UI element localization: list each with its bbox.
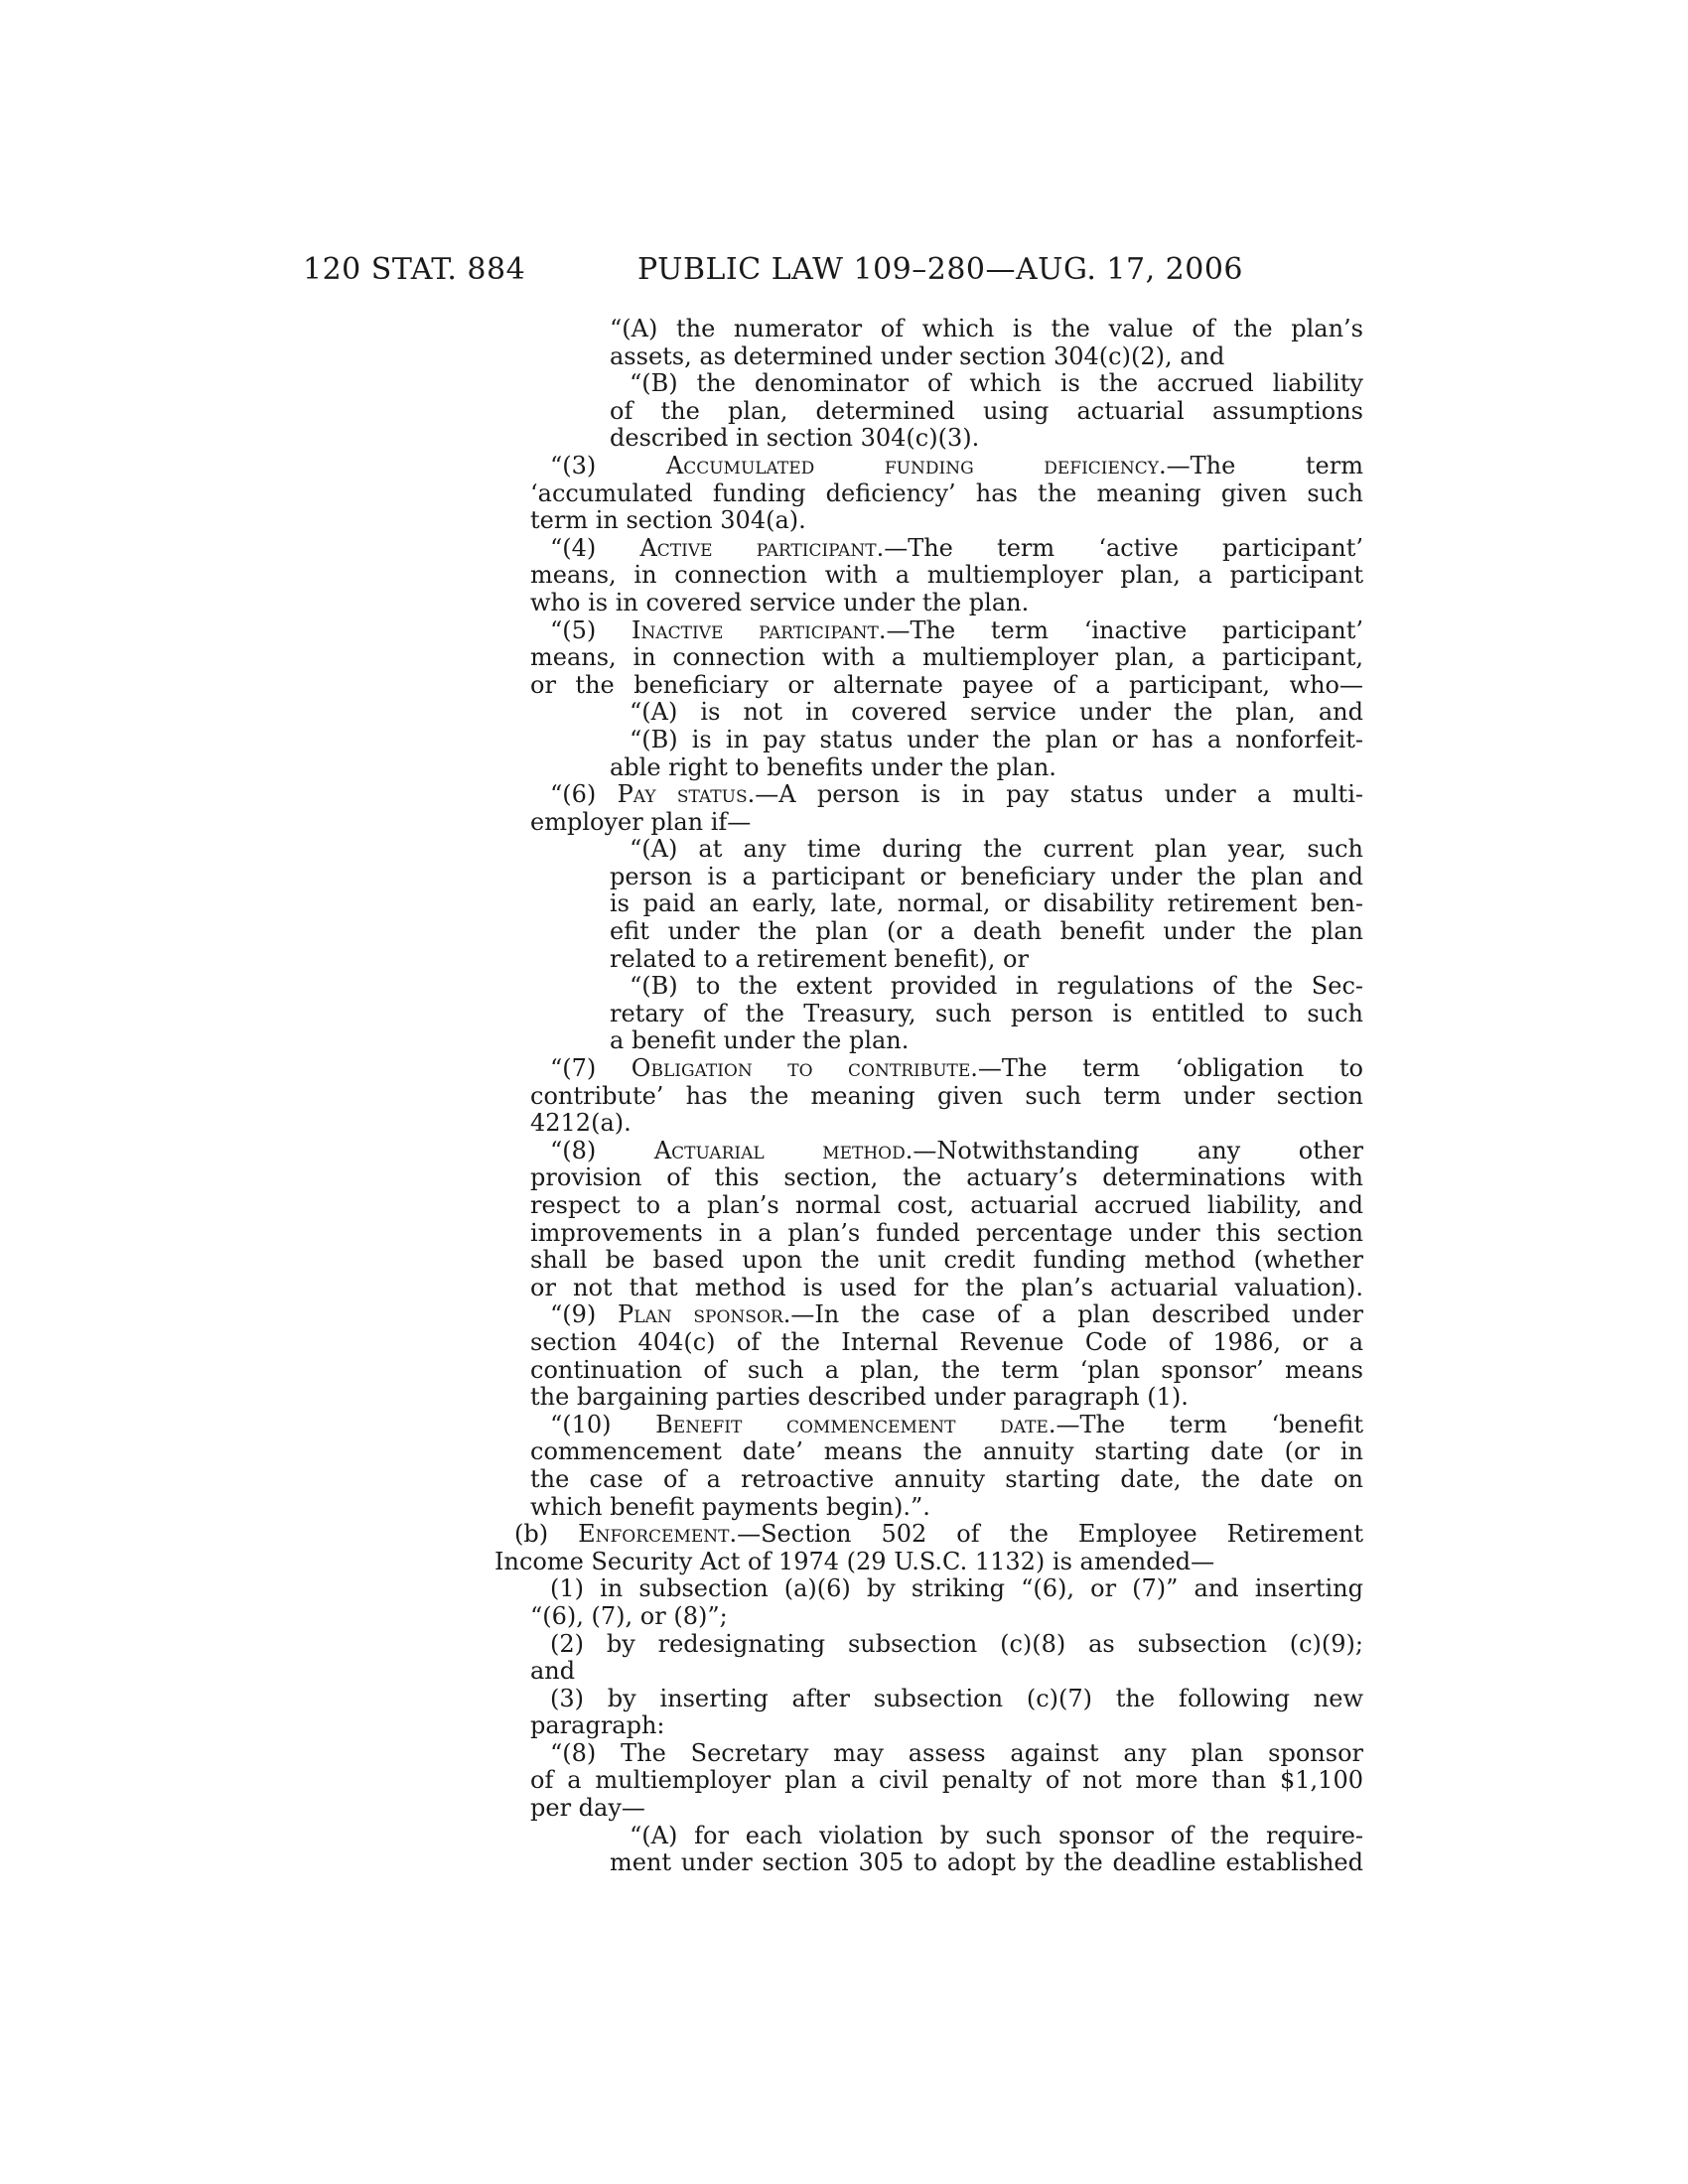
text-fragment: “(B) to the extent provided in regulations of the Sec- (630, 972, 1363, 1001)
text-line (494, 1494, 1363, 1522)
text-line (494, 1220, 1363, 1248)
page-header (0, 252, 1688, 288)
text-fragment: “(8) The Secretary may assess against any plan sponsor (550, 1738, 1363, 1767)
text-line (494, 672, 1363, 700)
text-fragment: means, in connection with a multiemployer plan, a participant (530, 561, 1363, 590)
text-line (494, 781, 1363, 809)
text-fragment: who is in covered service under the plan. (530, 588, 1030, 616)
text-line (494, 1357, 1363, 1385)
text-line (494, 946, 1363, 974)
section-heading: Inactive participant (631, 615, 879, 644)
text-fragment: assets, as determined under section 304(c)(2), and (610, 341, 1225, 370)
statute-body (494, 316, 1363, 1877)
text-fragment: and (530, 1657, 576, 1686)
text-line (494, 398, 1363, 426)
text-line (494, 864, 1363, 891)
text-line (494, 1192, 1363, 1220)
text-fragment: provision of this section, the actuary’s determinations with (530, 1163, 1363, 1192)
text-fragment: commencement date’ means the annuity starting date (or in (530, 1437, 1363, 1466)
text-fragment: .—A person is in pay status under a multi- (747, 780, 1363, 809)
text-fragment: “(A) for each violation by such sponsor of the require- (630, 1821, 1363, 1849)
text-fragment: “(B) the denominator of which is the accrued liability (630, 369, 1363, 398)
text-line (494, 918, 1363, 946)
text-line (494, 562, 1363, 590)
text-line (494, 343, 1363, 371)
text-fragment: the case of a retroactive annuity starting date, the date on (530, 1464, 1363, 1493)
text-fragment: shall be based upon the unit credit funding method (whether (530, 1246, 1363, 1275)
text-fragment: “(5) (550, 615, 632, 644)
text-fragment: continuation of such a plan, the term ‘plan sponsor’ means (530, 1355, 1363, 1384)
section-heading: Enforcement (578, 1520, 730, 1549)
text-fragment: means, in connection with a multiemployer plan, a participant, (530, 643, 1363, 672)
section-heading: Pay status (617, 780, 748, 809)
text-line (494, 1164, 1363, 1192)
text-fragment: retary of the Treasury, such person is entitled to such (610, 999, 1363, 1027)
text-fragment: .—The term ‘benefit (1048, 1410, 1363, 1438)
text-line (494, 453, 1363, 480)
text-line (494, 644, 1363, 672)
text-fragment: section 404(c) of the Internal Revenue Code of 1986, or a (530, 1327, 1363, 1356)
text-fragment: respect to a plan’s normal cost, actuarial accrued liability, and (530, 1191, 1363, 1219)
text-line (494, 1110, 1363, 1138)
text-fragment: which benefit payments begin).”. (530, 1492, 930, 1521)
text-line (494, 1027, 1363, 1055)
text-line (494, 727, 1363, 754)
text-fragment: ment under section 305 to adopt by the deadline established (610, 1848, 1363, 1877)
text-fragment: able right to benefits under the plan. (610, 752, 1056, 781)
text-fragment: 4212(a). (530, 1109, 632, 1138)
section-heading: Plan sponsor (618, 1300, 783, 1329)
text-line (494, 1795, 1363, 1823)
text-fragment: or not that method is used for the plan’s actuarial valuation). (530, 1273, 1363, 1301)
text-fragment: employer plan if— (530, 807, 752, 836)
section-heading: Active participant (639, 533, 877, 562)
text-line (494, 1138, 1363, 1165)
text-fragment: of the plan, determined using actuarial assumptions (610, 396, 1363, 425)
text-line (494, 890, 1363, 918)
text-line (494, 1412, 1363, 1439)
text-line (494, 617, 1363, 645)
section-heading: Obligation to contribute (631, 1054, 971, 1083)
text-fragment: or the beneficiary or alternate payee of a participant, who— (530, 670, 1363, 699)
text-line (494, 1001, 1363, 1028)
text-line (494, 1055, 1363, 1083)
text-line (494, 1712, 1363, 1740)
text-fragment: “(A) at any time during the current plan year, such (630, 835, 1363, 864)
text-fragment: (3) by inserting after subsection (c)(7) the following new (550, 1684, 1363, 1712)
text-fragment: “(3) (550, 451, 666, 479)
text-line (494, 1823, 1363, 1850)
text-line (494, 1301, 1363, 1329)
text-fragment: .—The term ‘inactive participant’ (878, 615, 1363, 644)
text-line (494, 1658, 1363, 1686)
text-fragment: described in section 304(c)(3). (610, 424, 980, 453)
text-fragment: term in section 304(a). (530, 506, 806, 535)
text-line (494, 1603, 1363, 1631)
text-fragment: person is a participant or beneficiary under the plan and (610, 862, 1363, 890)
statute-page-number: 120 STAT. 884 (303, 252, 526, 287)
section-heading: Benefit commencement date (655, 1410, 1049, 1438)
text-line (494, 1740, 1363, 1768)
text-fragment: “(6) (550, 780, 618, 809)
text-line (494, 699, 1363, 727)
text-fragment: contribute’ has the meaning given such term under section (530, 1081, 1363, 1110)
text-line (494, 754, 1363, 782)
text-fragment: .—The term ‘active participant’ (876, 533, 1363, 562)
text-fragment: “(7) (550, 1054, 632, 1083)
text-fragment: “(10) (550, 1410, 656, 1438)
text-fragment: “(A) the numerator of which is the value of the plan’s (610, 315, 1363, 342)
text-line (494, 809, 1363, 837)
text-line (494, 1549, 1363, 1576)
text-line (494, 1466, 1363, 1494)
text-fragment: “(9) (550, 1300, 619, 1329)
text-line (494, 535, 1363, 563)
text-line (494, 590, 1363, 617)
text-line (494, 1521, 1363, 1549)
text-fragment: “(A) is not in covered service under the plan, and (630, 698, 1363, 727)
text-line (494, 370, 1363, 398)
text-line (494, 1575, 1363, 1603)
text-fragment: efit under the plan (or a death benefit under the plan (610, 917, 1363, 946)
text-fragment: .—In the case of a plan described under (782, 1300, 1364, 1329)
text-fragment: related to a retirement benefit), or (610, 944, 1029, 973)
text-fragment: (2) by redesignating subsection (c)(8) as subsection (c)(9); (550, 1629, 1363, 1658)
text-fragment: improvements in a plan’s funded percentage under this section (530, 1218, 1363, 1247)
text-line (494, 1275, 1363, 1302)
text-line (494, 1384, 1363, 1412)
text-fragment: (1) in subsection (a)(6) by striking “(6), or (7)” and inserting (550, 1574, 1363, 1603)
section-heading: Actuarial method (653, 1136, 906, 1164)
public-law-title: PUBLIC LAW 109–280—AUG. 17, 2006 (637, 252, 1244, 287)
text-fragment: “(B) is in pay status under the plan or has a nonforfeit- (630, 725, 1363, 753)
text-fragment: Income Security Act of 1974 (29 U.S.C. 1132) is amended— (494, 1547, 1215, 1575)
text-fragment: ‘accumulated funding deficiency’ has the meaning given such (530, 478, 1363, 507)
text-line (494, 1849, 1363, 1877)
text-fragment: (b) (514, 1520, 579, 1549)
text-line (494, 973, 1363, 1001)
text-fragment: .—Section 502 of the Employee Retirement (729, 1520, 1364, 1549)
text-fragment: .—Notwithstanding any other (905, 1136, 1363, 1164)
text-fragment: is paid an early, late, normal, or disability retirement ben- (610, 889, 1363, 918)
text-fragment: per day— (530, 1794, 645, 1823)
section-heading: Accumulated funding deficiency (665, 451, 1160, 479)
text-line (494, 1083, 1363, 1111)
text-line (494, 316, 1363, 343)
text-line (494, 836, 1363, 864)
text-line (494, 480, 1363, 508)
text-line (494, 1767, 1363, 1795)
text-line (494, 1438, 1363, 1466)
text-fragment: “(8) (550, 1136, 654, 1164)
text-line (494, 1329, 1363, 1357)
text-fragment: a benefit under the plan. (610, 1026, 910, 1055)
text-fragment: the bargaining parties described under paragraph (1). (530, 1383, 1189, 1412)
text-line (494, 1247, 1363, 1275)
text-line (494, 507, 1363, 535)
text-line (494, 425, 1363, 453)
text-line (494, 1631, 1363, 1659)
text-line (494, 1686, 1363, 1713)
text-fragment: .—The term ‘obligation to (970, 1054, 1363, 1083)
text-fragment: “(6), (7), or (8)”; (530, 1601, 728, 1630)
text-fragment: .—The term (1159, 451, 1363, 479)
text-fragment: “(4) (550, 533, 640, 562)
text-fragment: paragraph: (530, 1711, 665, 1740)
text-fragment: of a multiemployer plan a civil penalty of not more than $1,100 (530, 1766, 1363, 1795)
